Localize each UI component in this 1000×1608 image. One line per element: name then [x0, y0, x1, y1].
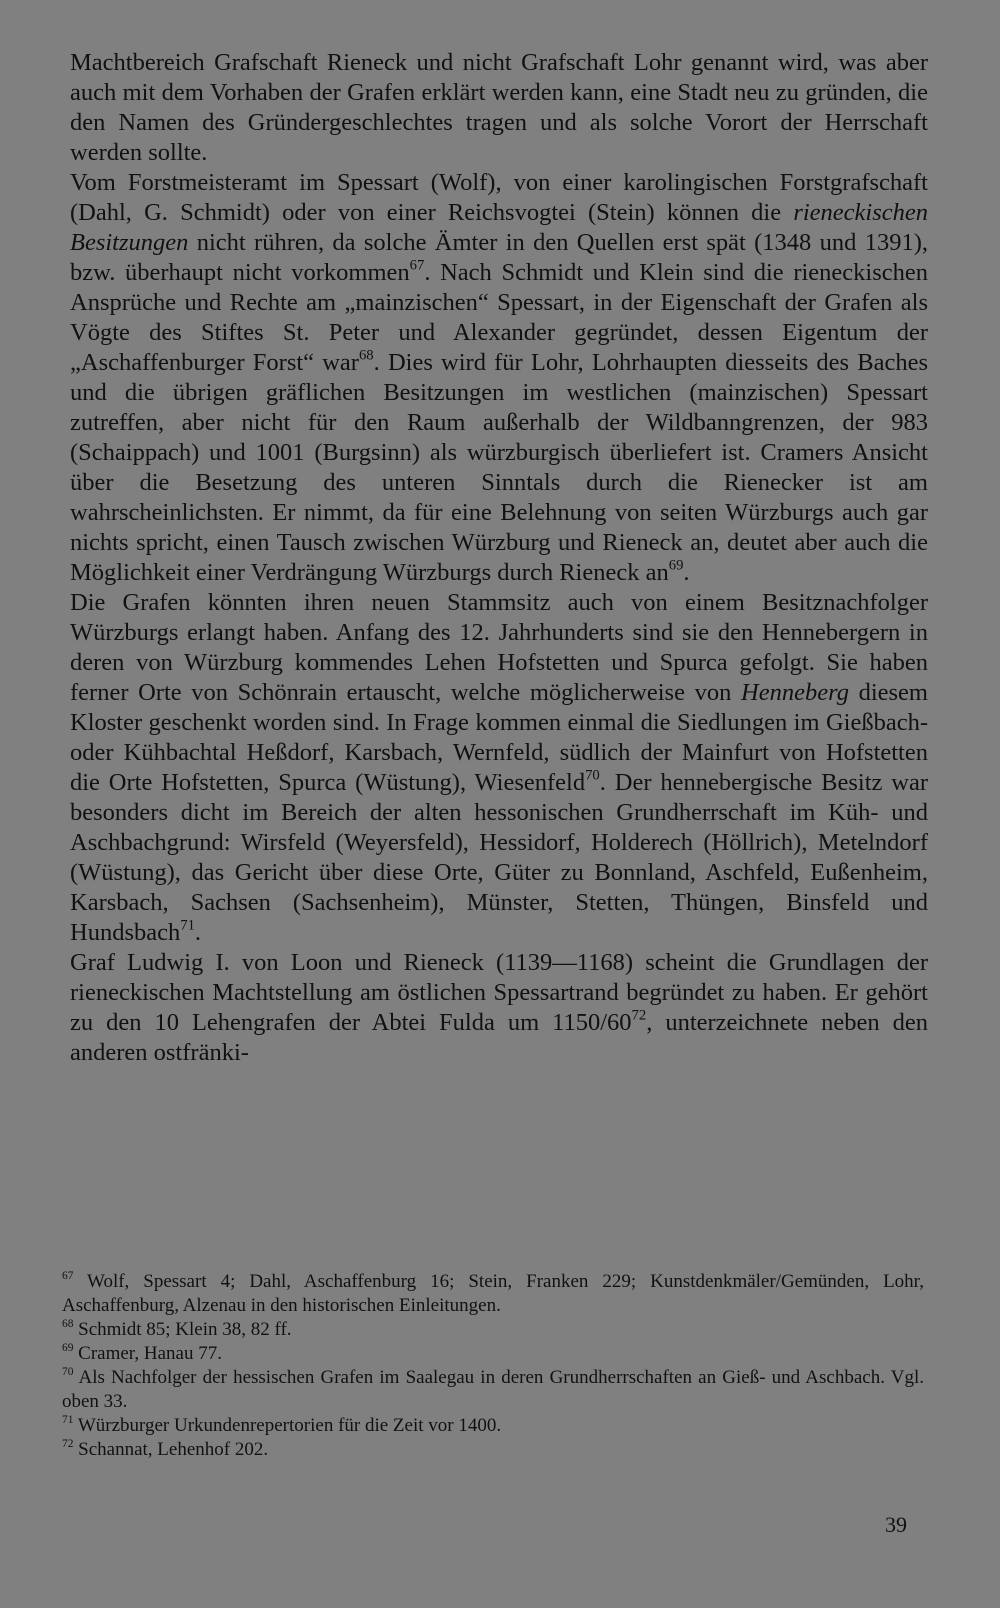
footnote-text: Schmidt 85; Klein 38, 82 ff. — [78, 1319, 292, 1340]
footnote — [62, 1342, 924, 1366]
text-run: Vom Forstmeisteramt im Spessart (Wolf), von einer karolingischen Forstgrafschaft (Dahl, G. Schmidt) oder von einer Reichsvogtei (Stein) können die — [70, 169, 928, 226]
text-run: diesem Kloster geschenkt worden sind. In Frage kommen einmal die Siedlungen im Gießbach- oder Kühbachtal Heßdorf, Karsbach, Wernfeld, südlich der Mainfurt von Hofstetten die Orte Hofstetten, Spurca (Wüstung), Wiesenfeld — [70, 679, 928, 796]
paragraph — [70, 588, 928, 948]
paragraph — [70, 948, 928, 1068]
footnote — [62, 1366, 924, 1414]
footnote-ref: 68 — [358, 347, 374, 364]
footnotes — [62, 1270, 924, 1462]
text-run: . — [683, 559, 690, 586]
footnote-text: Als Nachfolger der hessischen Grafen im Saalegau in deren Grundherrschaften an Gieß- und Aschbach. Vgl. oben 33. — [62, 1367, 924, 1412]
footnote-text: Würzburger Urkundenrepertorien für die Zeit vor 1400. — [77, 1415, 502, 1436]
page-number: 39 — [885, 1512, 907, 1537]
main-text — [70, 48, 928, 1068]
text-run: . Der hennebergische Besitz war besonders dicht im Bereich der alten hessonischen Grundherrschaft im Küh- und Aschbachgrund: Wirsfeld (Weyersfeld), Hessidorf, Holderech (Höllrich), Metelndorf (Wüstung), das Gericht über diese Orte, Güter zu Bonnland, Aschfeld, Eußenheim, Karsbach, Sachsen (Sachsenheim), Münster, Stetten, Thüngen, Binsfeld und Hundsbach — [70, 769, 928, 946]
footnote-number: 67 — [62, 1270, 74, 1283]
text-run: Graf Ludwig I. von Loon und Rieneck (1139—1168) scheint die Grundlagen der rieneckischen Machtstellung am östlichen Spessartrand begründet zu haben. Er gehört zu den 10 Lehengrafen der Abtei Fulda um 1150/60 — [70, 949, 928, 1036]
footnote-text: Cramer, Hanau 77. — [78, 1343, 222, 1364]
footnote-number: 71 — [62, 1414, 74, 1427]
footnote — [62, 1438, 924, 1462]
text-run: Die Grafen könnten ihren neuen Stammsitz auch von einem Besitznachfolger Würzburgs erlangt haben. Anfang des 12. Jahrhunderts sind sie den Hennebergern in deren von Würzburg kommendes Lehen Hofstetten und Spurca gefolgt. Sie haben ferner Orte von Schönrain ertauscht, welche möglicherweise von — [70, 589, 928, 706]
text-run: . Dies wird für Lohr, Lohrhaupten diesseits des Baches und die übrigen gräflichen Besitzungen im westlichen (mainzischen) Spessart zutreffen, aber nicht für den Raum außerhalb der Wildbanngrenzen, der 983 (Schaippach) und 1001 (Burgsinn) als würzburgisch überliefert ist. Cramers Ansicht über die Besetzung des unteren Sinntals durch die Rienecker ist am wahrscheinlichsten. Er nimmt, da für eine Belehnung von seiten Würzburgs auch gar nichts spricht, einen Tausch zwischen Würzburg und Rieneck an, deutet aber auch die Möglichkeit einer Verdrängung Würzburgs durch Rieneck an — [70, 349, 929, 586]
footnote-ref: 71 — [180, 917, 195, 934]
text-run: Machtbereich Grafschaft Rieneck und nicht Grafschaft Lohr genannt wird, was aber auch mit dem Vorhaben der Grafen erklärt werden kann, eine Stadt neu zu gründen, die den Namen des Gründergeschlechtes tragen und als solche Vorort der Herrschaft werden sollte. — [70, 49, 928, 166]
text-run: . Nach Schmidt und Klein sind die rieneckischen Ansprüche und Rechte am „mainzischen“ Spessart, in der Eigenschaft der Grafen als Vögte des Stiftes St. Peter und Alexander gegründet, dessen Eigentum der „Aschaffenburger Forst“ war — [70, 259, 929, 376]
footnote-text: Wolf, Spessart 4; Dahl, Aschaffenburg 16; Stein, Franken 229; Kunstdenkmäler/Gemünden, Lohr, Aschaffenburg, Alzenau in den historischen Einleitungen. — [62, 1271, 924, 1316]
footnote-number: 68 — [62, 1318, 74, 1331]
footnote — [62, 1414, 924, 1438]
paragraph — [70, 168, 928, 588]
footnote — [62, 1318, 924, 1342]
text-run: , unterzeichnete neben den anderen ostfränki- — [70, 1009, 928, 1066]
footnote-number: 70 — [62, 1366, 74, 1379]
text-run: nicht rühren, da solche Ämter in den Quellen erst spät (1348 und 1391), bzw. überhaupt nicht vorkommen — [70, 229, 928, 286]
footnote-ref: 70 — [585, 767, 600, 784]
footnote-number: 69 — [62, 1342, 74, 1355]
footnote-ref: 69 — [668, 557, 684, 574]
footnote-text: Schannat, Lehenhof 202. — [78, 1439, 269, 1460]
footnote-number: 72 — [62, 1438, 74, 1451]
text-run: . — [194, 919, 202, 946]
paragraph — [70, 48, 928, 168]
emphasized-text: Henneberg — [741, 679, 849, 706]
emphasized-text: rieneckischen Besitzungen — [70, 199, 928, 256]
footnote — [62, 1270, 924, 1318]
footnote-ref: 67 — [409, 257, 425, 274]
footnote-ref: 72 — [631, 1007, 647, 1024]
